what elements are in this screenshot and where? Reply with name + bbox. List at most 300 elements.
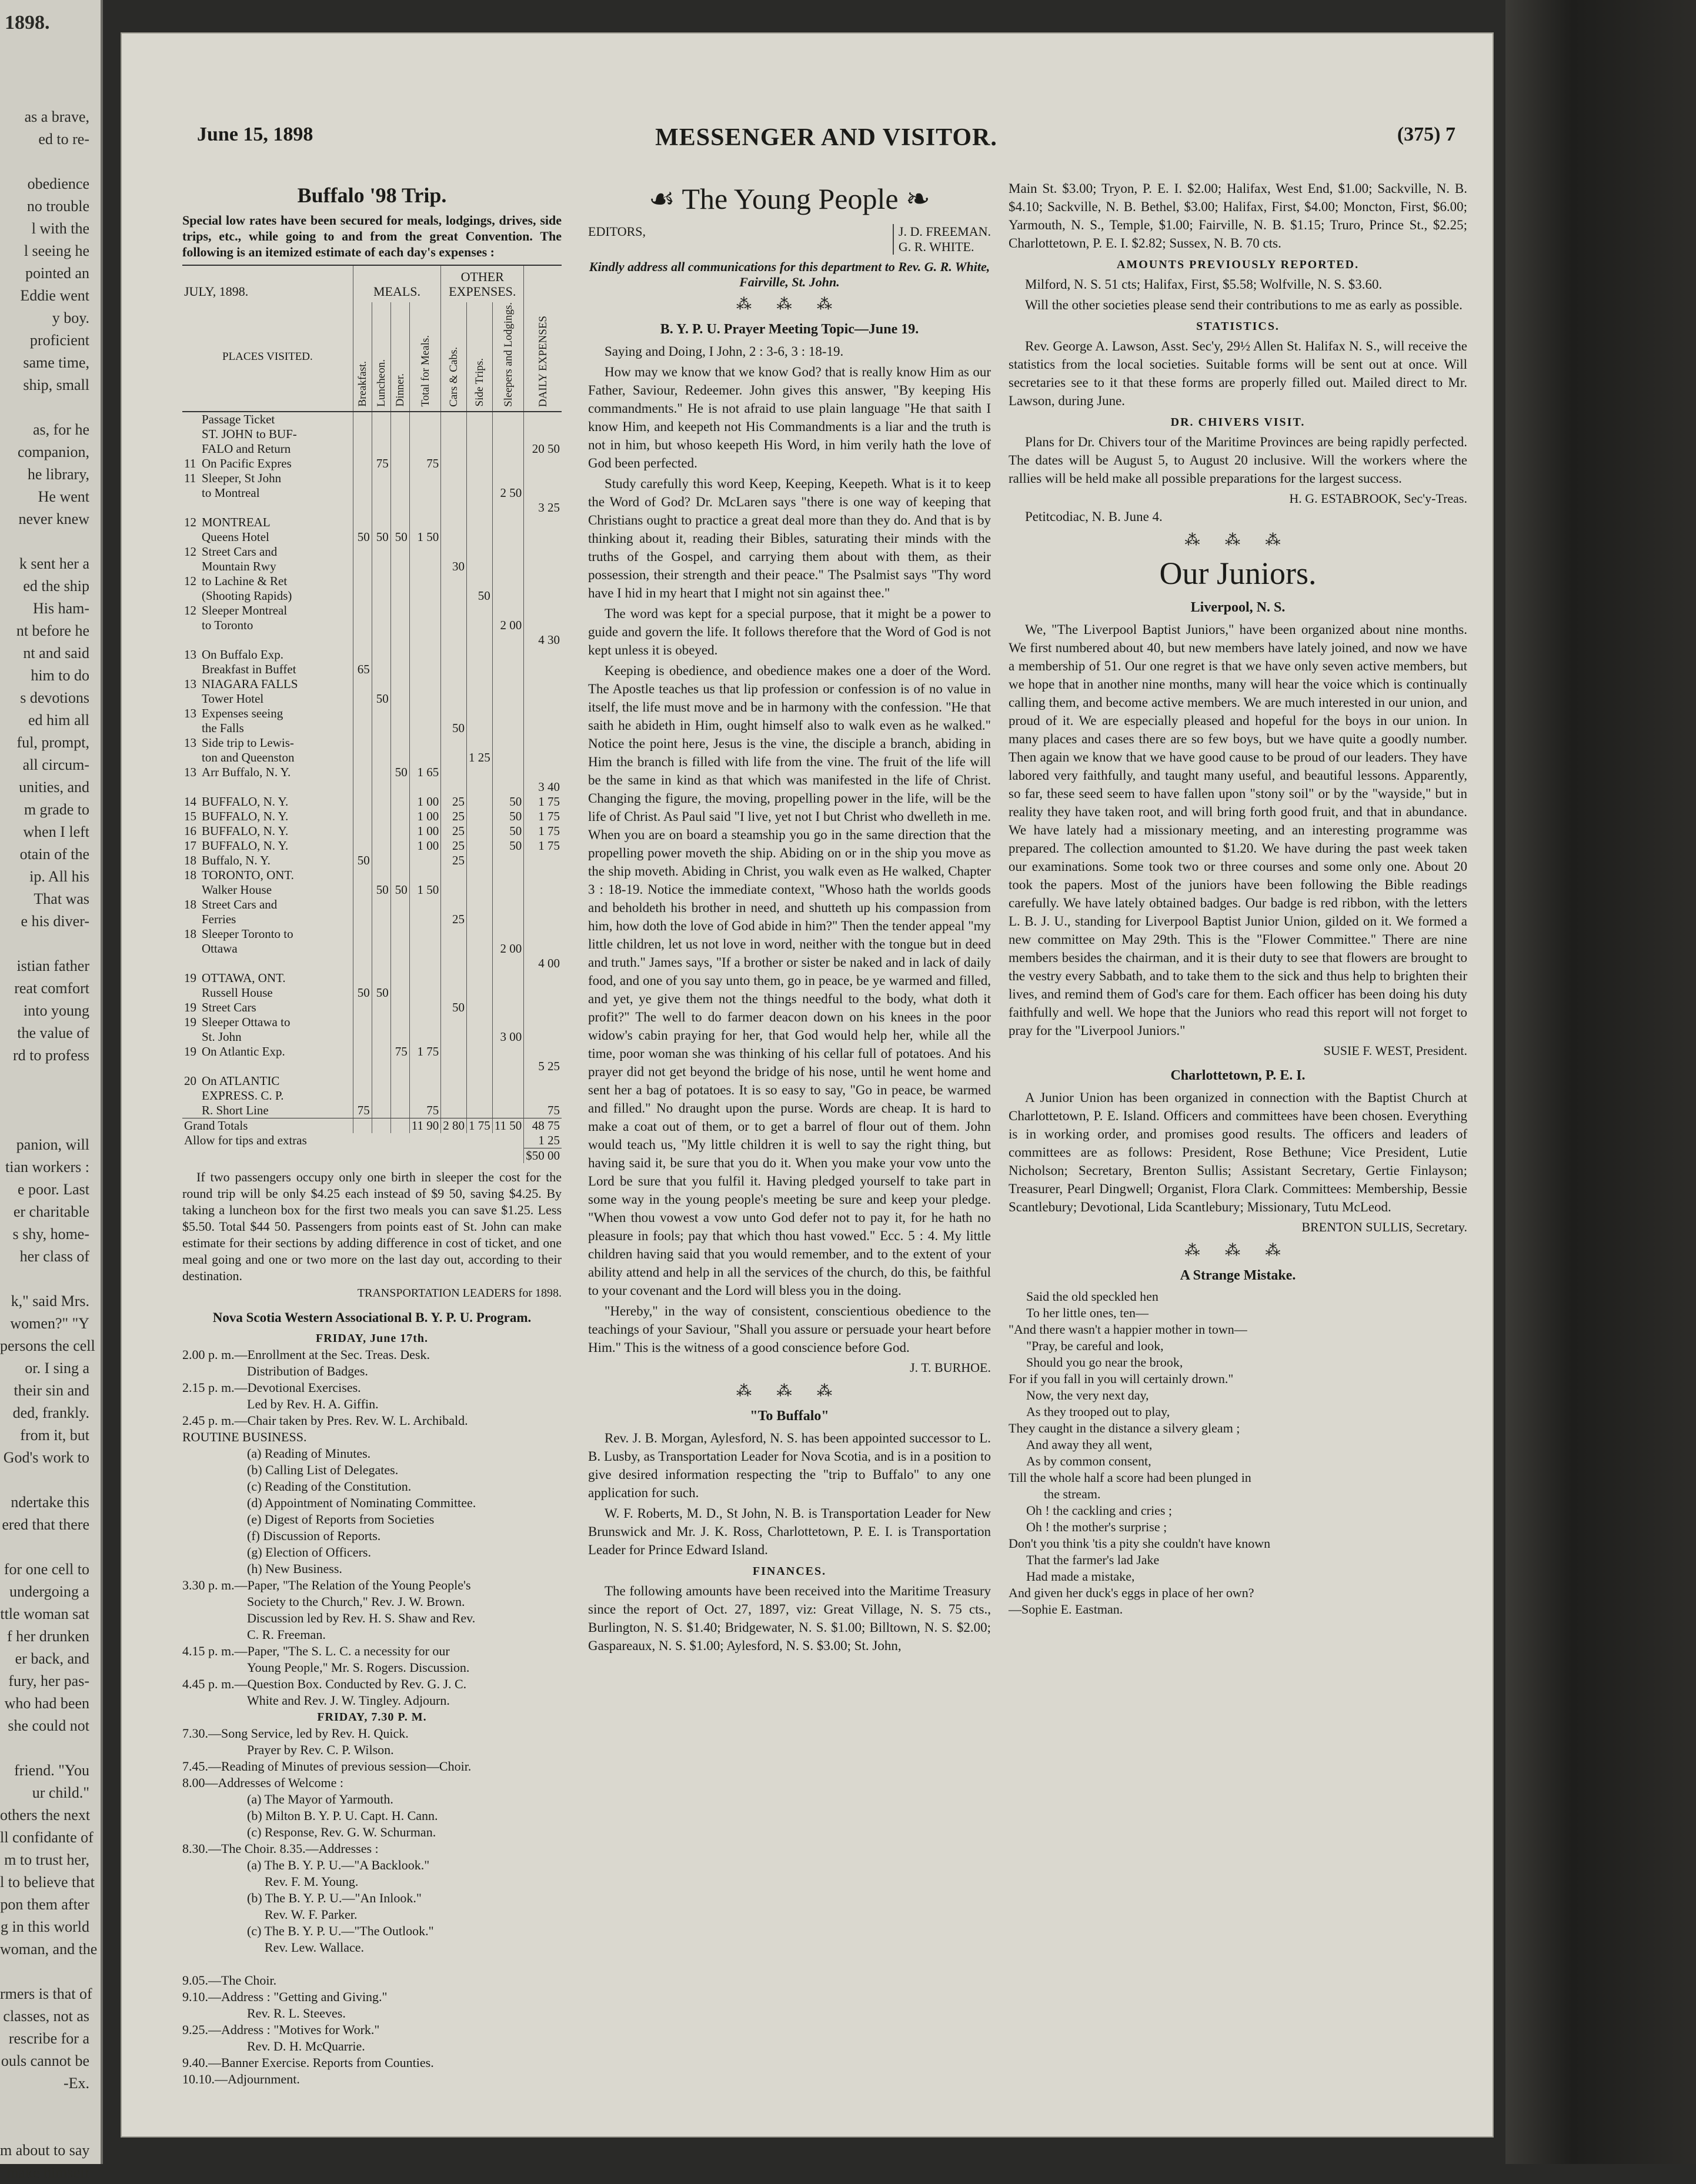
table-row [182,912,562,927]
table-cell [467,706,493,721]
previous-page-line: tian workers : [5,1158,89,1176]
table-cell: 2 00 [492,941,523,956]
table-cell [409,427,440,442]
program-line: 9.05.—The Choir. [182,1972,277,1988]
our-juniors-title: Our Juniors. [1159,556,1317,591]
table-cell [390,677,409,692]
table-cell [524,515,562,530]
table-cell [467,986,493,1000]
table-cell [492,692,523,706]
table-cell [390,853,409,868]
table-cell: 2 00 [492,618,523,633]
previous-page-line: ded, frankly. [12,1404,89,1421]
table-row [182,471,562,486]
place-name: ST. JOHN to BUF- [202,426,297,441]
table-cell [492,603,523,618]
poem-line: And away they all went, [1026,1437,1153,1452]
table-cell: 1 00 [409,794,440,809]
table-cell [467,545,493,559]
table-cell [409,897,440,912]
table-cell [390,824,409,839]
table-cell: 1 75 [524,809,562,824]
table-cell [353,412,372,427]
table-cell [524,412,562,427]
table-cell [467,618,493,633]
table-cell [372,647,390,662]
table-cell: 50 [492,794,523,809]
previous-page-line: otain of the [19,846,89,863]
table-cell [467,647,493,662]
table-cell: 1 25 [467,750,493,765]
paragraph: The following amounts have been received into the Maritime Treasury since the report of Oct. 27, 1897, viz: Great Village, N. S. 75 cts., Burlington, N. S. $1.40; Bridgewater, N. S. $1.00; Billtown, N. S. $2.00; Gaspareaux, N. S. $1.00; Aylesford, N. S. $3.00; St. John, [588,1584,991,1653]
table-row [182,839,562,853]
table-cell [524,662,562,677]
table-cell [372,750,390,765]
table-cell [390,500,409,515]
poem-line: Till the whole half a score had been plunged in [1009,1470,1251,1485]
table-row [182,574,562,589]
day-number: 12 [184,515,196,529]
place-name: Street Cars and [202,897,278,911]
table-cell [492,853,523,868]
day-number: 19 [184,970,196,985]
table-row [182,897,562,912]
table-cell [353,1059,372,1074]
table-cell [390,736,409,750]
place-name: FALO and Return [202,441,291,456]
table-row [182,780,562,794]
table-cell [467,1030,493,1044]
table-cell [467,1074,493,1088]
table-cell [441,780,467,794]
day-number: 12 [184,603,196,617]
table-cell [467,412,493,427]
previous-page-line: he library, [27,466,89,483]
previous-page-line: all circum- [22,756,89,773]
previous-page-line: as, for he [32,421,89,438]
previous-page-line: pon them after [0,1896,89,1913]
col-head: Total for Meals. [409,302,440,412]
day-number: 17 [184,838,196,853]
table-cell: 1 50 [409,883,440,897]
table-cell: 50 [372,986,390,1000]
table-cell [441,545,467,559]
poem-line: To her little ones, ten— [1026,1305,1149,1320]
table-cell [390,427,409,442]
table-cell [492,1044,523,1059]
table-cell [524,927,562,941]
table-cell: 2 50 [492,486,523,500]
table-cell [353,780,372,794]
table-cell [467,456,493,471]
table-cell: 25 [441,839,467,853]
table-cell [409,574,440,589]
table-cell [390,809,409,824]
table-cell [372,603,390,618]
table-cell [467,912,493,927]
place-name: Ottawa [202,941,238,956]
previous-page-line: -Ex. [63,2075,89,2092]
paragraph: Milford, N. S. 51 cts; Halifax, First, $5.58; Wolfville, N. S. $3.60. [1025,277,1383,292]
poem-line: As they trooped out to play, [1026,1404,1170,1419]
day-number: 19 [184,1044,196,1058]
table-cell [372,1059,390,1074]
previous-page-line: she could not [8,1717,89,1734]
table-cell [409,1088,440,1103]
day-number: 20 [184,1073,196,1088]
previous-page-line: others the next [0,1806,91,1824]
table-cell [524,853,562,868]
table-cell [492,706,523,721]
table-row [182,677,562,692]
table-cell [372,1103,390,1118]
previous-page-line: unities, and [19,779,89,796]
paragraph: A Junior Union has been organized in connection with the Baptist Church at Charlottetown, P. E. Island. Officers and committees have been chosen. Everything is in working order, and promises good results. The officers and leaders of committees are as follows: President, Rose Bethune; Vice President, Lutie Nicholson; Secretary, Brenton Sullis; Assistant Secretary, Gertie Finlayson; Treasurer, Pearl Dingwell; Organist, Flora Clark. Committees: Membership, Bessie Scantlebury; Devotional, Lida Scantlebury; Missionary, Tutu McLeod. [1009,1090,1467,1214]
table-row [182,883,562,897]
table-cell [372,662,390,677]
table-cell [467,559,493,574]
previous-page-line: ttle woman sat [0,1605,89,1622]
table-row [182,750,562,765]
table-cell: 4 30 [524,633,562,647]
table-row [182,412,562,427]
day-number: 12 [184,573,196,588]
table-cell [372,868,390,883]
table-cell [353,486,372,500]
program-line: Distribution of Badges. [247,1363,368,1378]
program-line: FRIDAY, 7.30 P. M. [317,1710,427,1724]
program-line: FRIDAY, June 17th. [315,1331,428,1345]
book-binding-edge [1505,0,1696,2164]
table-cell [372,765,390,780]
place-name: Street Cars and [202,544,278,559]
table-cell [409,1015,440,1030]
table-cell [372,912,390,927]
table-cell [372,545,390,559]
article-signature: J. T. BURHOE. [910,1360,991,1375]
poem-line: "And there wasn't a happier mother in town— [1009,1322,1247,1337]
paragraph: Study carefully this word Keep, Keeping, Keepeth. What is it to keep the Word of God? Dr. McLaren says "there is one way of keeping that Christians ought to practice a great deal more than they do. And that is by thinking about it, reading their Bibles, saturating their minds with the truths of the Gospel, and carrying them about with them, as their possession, their strength and their peace." The Psalmist says "Thy word have I hid in my heart that I might not sin against thee." [588,476,991,600]
table-cell [467,794,493,809]
program-line: (h) New Business. [247,1561,342,1576]
table-cell [467,633,493,647]
paragraph: The word was kept for a special purpose, that it might be a power to guide and govern the life. It follows therefore that the Word of God is not kept unless it is obeyed. [588,606,991,657]
table-cell [441,589,467,603]
charlottetown-title: Charlottetown, P. E. I. [1170,1068,1306,1083]
table-cell: 75 [524,1103,562,1118]
divider-ornament: ⁂ ⁂ ⁂ [736,296,843,313]
table-cell [353,1044,372,1059]
table-cell [441,750,467,765]
table-cell [372,794,390,809]
table-cell [441,1088,467,1103]
table-row [182,1044,562,1059]
table-cell [353,883,372,897]
editor-name: J. D. FREEMAN. [898,224,991,239]
place-name: Passage Ticket [202,412,275,426]
previous-page-line: from it, but [20,1427,89,1444]
table-cell [390,1000,409,1015]
table-cell: 1 65 [409,765,440,780]
place-name: Breakfast in Buffet [202,662,296,676]
ornament-icon: ❧ [898,182,930,215]
table-cell [441,1103,467,1118]
table-cell [390,794,409,809]
previous-page-line [0,151,94,173]
prev-reported-title: AMOUNTS PREVIOUSLY REPORTED. [1116,258,1360,271]
table-cell [441,956,467,971]
table-cell [467,883,493,897]
poem [1009,1288,1467,1601]
table-cell: 1 75 [409,1044,440,1059]
table-row [182,824,562,839]
paragraph: W. F. Roberts, M. D., St John, N. B. is Transportation Leader for New Brunswick and Mr. J. K. Ross, Charlottetown, P. E. I. is Transportation Leader for Prince Edward Island. [588,1506,991,1557]
table-cell [492,677,523,692]
place-name: Arr Buffalo, N. Y. [202,764,291,779]
previous-page-line: m to trust her, [4,1851,89,1868]
program-line: (f) Discussion of Reports. [247,1528,381,1543]
table-row [182,427,562,442]
column-middle [588,179,991,1657]
previous-page-line: His ham- [32,600,89,617]
day-number: 18 [184,867,196,882]
previous-page-line [0,1268,94,1290]
table-cell [524,971,562,986]
previous-page-line: friend. "You [14,1762,89,1779]
table-cell [409,603,440,618]
table-cell [353,589,372,603]
program-line: 2.15 p. m.—Devotional Exercises. [182,1380,361,1395]
paragraph: Will the other societies please send their contributions to me as early as possible. [1025,298,1463,312]
program-line: ROUTINE BUSINESS. [182,1429,307,1444]
table-cell [409,486,440,500]
previous-page-line: him to do [31,667,89,684]
table-cell [353,633,372,647]
poem-title: A Strange Mistake. [1180,1268,1296,1283]
table-cell: 50 [492,824,523,839]
program-line: Young People," Mr. S. Rogers. Discussion. [247,1659,470,1675]
table-cell [441,927,467,941]
table-row [182,530,562,545]
table-cell [353,824,372,839]
table-cell [372,589,390,603]
table-cell [441,765,467,780]
table-cell [353,677,372,692]
table-cell [467,427,493,442]
table-cell [441,883,467,897]
table-cell [353,868,372,883]
previous-page-line: or. I sing a [25,1360,89,1377]
table-cell [353,618,372,633]
trip-note: If two passengers occupy only one birth in sleeper the cost for the round trip will be only $4.25 each instead of $9 50, saving $4.25. By taking a luncheon box for the first two meals you can save $1.25. Less $5.50. Total $44 50. Passengers from points east of St. John can make estimate for their sections by adding difference in cost of ticket, and one meal going and one or two more on the last day out, according to their destination. [182,1169,562,1283]
table-cell [409,1074,440,1088]
place-name: Mountain Rwy [202,559,276,573]
table-cell [372,677,390,692]
table-cell [372,956,390,971]
address-note: Kindly address all communications for this department to Rev. G. R. White, Fairville, St. John. [589,259,990,289]
paragraph: Petitcodiac, N. B. June 4. [1025,509,1163,524]
program-line: (b) Calling List of Delegates. [247,1462,399,1477]
place-name: NIAGARA FALLS [202,676,298,691]
table-head-other: OTHER EXPENSES. [441,265,524,302]
table-cell: 50 [390,765,409,780]
table-cell: 50 [492,809,523,824]
table-cell [524,868,562,883]
table-cell: 25 [441,824,467,839]
table-row [182,603,562,618]
table-cell [441,1044,467,1059]
table-cell [409,736,440,750]
column-left [182,179,562,2088]
table-cell [492,1000,523,1015]
table-cell [441,677,467,692]
table-cell [390,603,409,618]
table-cell [409,471,440,486]
place-name: Ferries [202,911,236,926]
previous-page-line: persons the cell [0,1337,95,1354]
table-cell: 25 [441,853,467,868]
table-cell [467,809,493,824]
table-cell [390,545,409,559]
table-cell [524,721,562,736]
program-line: Prayer by Rev. C. P. Wilson. [247,1742,394,1757]
table-cell [390,515,409,530]
table-cell [390,912,409,927]
place-name: to Toronto [202,617,253,632]
table-cell [409,618,440,633]
table-cell [372,736,390,750]
table-cell [441,574,467,589]
table-cell [372,809,390,824]
table-row [182,809,562,824]
col-head: Side Trips. [467,302,493,412]
poem-line: Don't you think 'tis a pity she couldn't have known [1009,1536,1271,1551]
previous-page-line: fury, her pas- [8,1672,89,1689]
table-cell: 50 [441,1000,467,1015]
table-cell [524,647,562,662]
table-cell [492,986,523,1000]
table-cell [492,545,523,559]
table-cell [524,574,562,589]
table-cell [409,1000,440,1015]
table-row [182,1059,562,1074]
place-name: Queens Hotel [202,529,269,544]
table-row [182,1118,562,1133]
table-cell [372,1030,390,1044]
table-cell [390,1030,409,1044]
editors-label: EDITORS, [588,224,646,239]
place-name: Sleeper, St John [202,470,282,485]
table-cell [353,927,372,941]
table-cell [492,750,523,765]
program-line: Rev. D. H. McQuarrie. [247,2038,365,2053]
program-line: Discussion led by Rev. H. S. Shaw and Rev. [247,1610,476,1625]
table-head-meals: MEALS. [353,265,440,302]
previous-page-line: ed him all [28,712,89,729]
table-cell [524,1088,562,1103]
table-cell [353,442,372,456]
program-line: Rev. W. F. Parker. [265,1906,358,1922]
table-cell: 25 [441,912,467,927]
table-cell [409,589,440,603]
table-cell [353,1030,372,1044]
program-line: (g) Election of Officers. [247,1544,371,1559]
program-line: 4.15 p. m.—Paper, "The S. L. C. a necessity for our [182,1643,450,1658]
table-cell [441,706,467,721]
table-cell [372,839,390,853]
previous-page-line: m grade to [24,801,89,818]
table-cell [353,1074,372,1088]
table-cell [409,868,440,883]
table-head-places: PLACES VISITED. [182,302,353,412]
table-cell [390,1088,409,1103]
program-line: 9.25.—Address : "Motives for Work." [182,2022,380,2037]
program-line: 7.30.—Song Service, led by Rev. H. Quick. [182,1725,409,1741]
day-number: 16 [184,823,196,838]
previous-page-line [0,530,94,553]
place-name: the Falls [202,720,244,735]
table-cell [492,515,523,530]
table-cell [353,956,372,971]
table-cell [372,1118,390,1133]
table-cell [492,956,523,971]
table-cell [390,897,409,912]
table-cell: 48 75 [524,1118,562,1133]
table-cell: 11 50 [492,1118,523,1133]
previous-page-line: ip. All his [29,868,89,885]
table-row [182,1015,562,1030]
previous-page-line: their sin and [14,1382,89,1399]
statistics-title: STATISTICS. [1196,320,1280,333]
table-row [182,1000,562,1015]
table-cell [372,515,390,530]
table-cell [467,897,493,912]
table-cell [409,721,440,736]
previous-page-line: no trouble [26,198,89,215]
table-cell [353,706,372,721]
table-cell: 3 40 [524,780,562,794]
table-cell [467,574,493,589]
table-cell: 1 75 [524,794,562,809]
previous-page-line [0,933,94,955]
table-cell [353,897,372,912]
table-cell: 25 [441,794,467,809]
table-cell [441,971,467,986]
table-cell [390,941,409,956]
table-cell [441,692,467,706]
divider-ornament: ⁂ ⁂ ⁂ [736,1382,843,1400]
previous-page-line: ed to re- [38,131,89,148]
table-cell [492,456,523,471]
program-line: 2.00 p. m.—Enrollment at the Sec. Treas. Desk. [182,1347,430,1362]
table-cell [353,500,372,515]
table-cell [409,956,440,971]
table-cell: 5 25 [524,1059,562,1074]
table-cell [524,456,562,471]
table-cell [524,941,562,956]
place-name: Sleeper Montreal [202,603,288,617]
previous-page-line: istian father [16,957,89,974]
table-cell [467,1000,493,1015]
previous-page-line: never knew [18,510,89,527]
previous-page-line: companion, [17,443,89,460]
table-cell: 50 [390,530,409,545]
table-cell [467,956,493,971]
table-cell: 50 [353,530,372,545]
young-people-title: ☙ The Young People ❧ [649,182,930,215]
table-cell: 4 00 [524,956,562,971]
place-name: On Buffalo Exp. [202,647,284,662]
